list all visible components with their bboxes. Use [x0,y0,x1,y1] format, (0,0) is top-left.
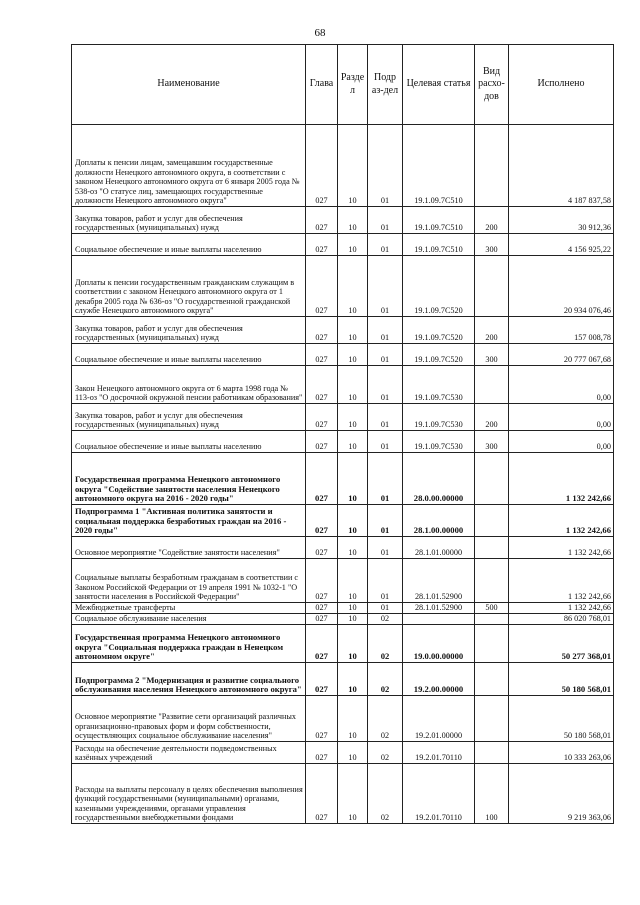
row-expense-type: 500 [475,603,509,614]
row-subsection: 01 [368,559,403,603]
table-row [72,431,614,453]
row-name: Основное мероприятие "Содействие занятости населения" [72,537,306,559]
row-expense-type [475,505,509,537]
row-name: Подпрограмма 2 "Модернизация и развитие социального обслуживания населения Ненецкого автономного округа" [72,663,306,696]
table-row [72,453,614,505]
row-chapter: 027 [306,614,338,625]
row-section: 10 [338,603,368,614]
row-amount: 20 777 067,68 [509,344,614,366]
row-amount: 1 132 242,66 [509,559,614,603]
row-target-article: 19.1.09.7С510 [403,125,475,207]
row-chapter: 027 [306,207,338,234]
row-target-article: 19.1.09.7С530 [403,366,475,404]
row-expense-type [475,742,509,764]
row-target-article [403,614,475,625]
table-row [72,234,614,256]
row-target-article: 19.2.01.00000 [403,696,475,742]
row-target-article: 19.1.09.7С520 [403,317,475,344]
row-expense-type [475,696,509,742]
row-expense-type: 100 [475,764,509,824]
row-chapter: 027 [306,663,338,696]
row-expense-type: 200 [475,207,509,234]
row-name: Социальное обслуживание населения [72,614,306,625]
row-target-article: 19.2.01.70110 [403,764,475,824]
table-row [72,404,614,431]
row-amount: 50 277 368,01 [509,625,614,663]
row-chapter: 027 [306,625,338,663]
row-subsection: 01 [368,453,403,505]
row-section: 10 [338,764,368,824]
row-chapter: 027 [306,404,338,431]
header-subsection: Подр аз-дел [368,45,403,125]
row-expense-type [475,614,509,625]
row-name: Социальное обеспечение и иные выплаты населению [72,431,306,453]
row-section: 10 [338,614,368,625]
table-row [72,625,614,663]
row-expense-type: 300 [475,431,509,453]
row-target-article: 19.2.01.70110 [403,742,475,764]
row-target-article: 19.2.00.00000 [403,663,475,696]
row-amount: 30 912,36 [509,207,614,234]
row-chapter: 027 [306,764,338,824]
row-section: 10 [338,625,368,663]
row-subsection: 02 [368,625,403,663]
row-section: 10 [338,234,368,256]
row-section: 10 [338,256,368,317]
row-expense-type: 200 [475,404,509,431]
row-section: 10 [338,696,368,742]
row-subsection: 01 [368,537,403,559]
header-section: Разде л [338,45,368,125]
row-amount: 1 132 242,66 [509,453,614,505]
row-section: 10 [338,404,368,431]
row-amount: 50 180 568,01 [509,663,614,696]
row-name: Социальное обеспечение и иные выплаты населению [72,234,306,256]
table-row [72,764,614,824]
row-subsection: 01 [368,431,403,453]
row-section: 10 [338,663,368,696]
header-name: Наименование [72,45,306,125]
row-subsection: 01 [368,505,403,537]
row-name: Государственная программа Ненецкого автономного округа "Содействие занятости населения Ненецкого автономного округа на 2016 - 2020 годы" [72,453,306,505]
row-name: Доплаты к пенсии лицам, замещавшим государственные должности Ненецкого автономного округа, в соответствии с законом Ненецкого автономного округа от 6 января 2005 года № 538-оз "О статусе лиц, замещающих государственные должности Ненецкого автономного округа" [72,125,306,207]
row-target-article: 19.1.09.7С530 [403,431,475,453]
row-amount: 50 180 568,01 [509,696,614,742]
row-name: Закон Ненецкого автономного округа от 6 марта 1998 года № 113-оз "О досрочной окружной пенсии работникам образования" [72,366,306,404]
row-target-article: 19.1.09.7С510 [403,234,475,256]
row-subsection: 01 [368,404,403,431]
row-section: 10 [338,453,368,505]
table-row [72,603,614,614]
row-chapter: 027 [306,256,338,317]
table-row [72,614,614,625]
table-row [72,696,614,742]
row-subsection: 02 [368,663,403,696]
row-expense-type [475,366,509,404]
row-subsection: 01 [368,256,403,317]
header-chapter: Глава [306,45,338,125]
table-row [72,125,614,207]
row-target-article: 19.1.09.7С520 [403,344,475,366]
row-section: 10 [338,366,368,404]
row-name: Закупка товаров, работ и услуг для обеспечения государственных (муниципальных) нужд [72,317,306,344]
row-chapter: 027 [306,453,338,505]
row-target-article: 28.1.00.00000 [403,505,475,537]
row-amount: 1 132 242,66 [509,505,614,537]
row-name: Закупка товаров, работ и услуг для обеспечения государственных (муниципальных) нужд [72,207,306,234]
row-name: Социальное обеспечение и иные выплаты населению [72,344,306,366]
row-expense-type [475,625,509,663]
row-amount: 4 187 837,58 [509,125,614,207]
row-section: 10 [338,559,368,603]
row-amount: 10 333 263,06 [509,742,614,764]
row-chapter: 027 [306,505,338,537]
header-expense-type: Вид расхо-дов [475,45,509,125]
table-row [72,663,614,696]
row-chapter: 027 [306,366,338,404]
row-amount: 1 132 242,66 [509,537,614,559]
table-row [72,537,614,559]
row-expense-type: 200 [475,317,509,344]
table-row [72,207,614,234]
row-amount: 0,00 [509,404,614,431]
row-chapter: 027 [306,559,338,603]
row-subsection: 02 [368,614,403,625]
row-amount: 20 934 076,46 [509,256,614,317]
row-expense-type [475,125,509,207]
row-expense-type [475,559,509,603]
row-chapter: 027 [306,431,338,453]
row-section: 10 [338,537,368,559]
row-chapter: 027 [306,742,338,764]
row-target-article: 28.1.01.52900 [403,559,475,603]
row-target-article: 19.0.00.00000 [403,625,475,663]
row-name: Основное мероприятие "Развитие сети организаций различных организационно-правовых форм и форм собственности, осуществляющих социальное обслуживание населения" [72,696,306,742]
row-target-article: 28.0.00.00000 [403,453,475,505]
page-number: 68 [314,27,326,39]
row-expense-type: 300 [475,344,509,366]
row-chapter: 027 [306,537,338,559]
table-row [72,505,614,537]
row-chapter: 027 [306,696,338,742]
row-section: 10 [338,207,368,234]
row-section: 10 [338,505,368,537]
row-name: Закупка товаров, работ и услуг для обеспечения государственных (муниципальных) нужд [72,404,306,431]
header-row [72,45,614,125]
row-chapter: 027 [306,317,338,344]
row-expense-type [475,453,509,505]
row-amount: 1 132 242,66 [509,603,614,614]
row-subsection: 01 [368,344,403,366]
row-section: 10 [338,742,368,764]
budget-table [71,44,614,824]
row-expense-type [475,663,509,696]
table-row [72,317,614,344]
row-section: 10 [338,317,368,344]
row-amount: 86 020 768,01 [509,614,614,625]
row-subsection: 02 [368,764,403,824]
row-subsection: 01 [368,366,403,404]
row-chapter: 027 [306,603,338,614]
row-name: Межбюджетные трансферты [72,603,306,614]
table-row [72,256,614,317]
table-row [72,344,614,366]
table-row [72,742,614,764]
row-amount: 0,00 [509,366,614,404]
header-executed: Исполнено [509,45,614,125]
row-name: Государственная программа Ненецкого автономного округа "Социальная поддержка граждан в Ненецком автономном округе" [72,625,306,663]
row-chapter: 027 [306,344,338,366]
row-subsection: 02 [368,696,403,742]
table-row [72,559,614,603]
row-name: Доплаты к пенсии государственным гражданским служащим в соответствии с законом Ненецкого автономного округа от 1 декабря 2005 года № 636-оз "О государственной гражданской службе Ненецкого автономного округа" [72,256,306,317]
row-subsection: 01 [368,317,403,344]
row-chapter: 027 [306,125,338,207]
row-amount: 157 008,78 [509,317,614,344]
row-section: 10 [338,344,368,366]
row-name: Социальные выплаты безработным гражданам в соответствии с Законом Российской Федерации от 19 апреля 1991 № 1032-1 "О занятости населения в Российской Федерации" [72,559,306,603]
row-amount: 0,00 [509,431,614,453]
row-name: Подпрограмма 1 "Активная политика занятости и социальная поддержка безработных граждан на 2016 - 2020 годы" [72,505,306,537]
row-chapter: 027 [306,234,338,256]
row-expense-type [475,537,509,559]
row-subsection: 01 [368,125,403,207]
row-amount: 9 219 363,06 [509,764,614,824]
row-subsection: 01 [368,207,403,234]
row-expense-type [475,256,509,317]
row-subsection: 01 [368,234,403,256]
row-name: Расходы на обеспечение деятельности подведомственных казённых учреждений [72,742,306,764]
row-target-article: 28.1.01.00000 [403,537,475,559]
row-subsection: 02 [368,742,403,764]
row-amount: 4 156 925,22 [509,234,614,256]
table-row [72,366,614,404]
row-target-article: 19.1.09.7С520 [403,256,475,317]
row-section: 10 [338,125,368,207]
row-target-article: 19.1.09.7С530 [403,404,475,431]
row-name: Расходы на выплаты персоналу в целях обеспечения выполнения функций государственными (муниципальными) органами, казенными учреждениями, органами управления государственными внебюджетными фондами [72,764,306,824]
row-target-article: 19.1.09.7С510 [403,207,475,234]
row-target-article: 28.1.01.52900 [403,603,475,614]
row-subsection: 01 [368,603,403,614]
row-expense-type: 300 [475,234,509,256]
row-section: 10 [338,431,368,453]
header-target: Целевая статья [403,45,475,125]
